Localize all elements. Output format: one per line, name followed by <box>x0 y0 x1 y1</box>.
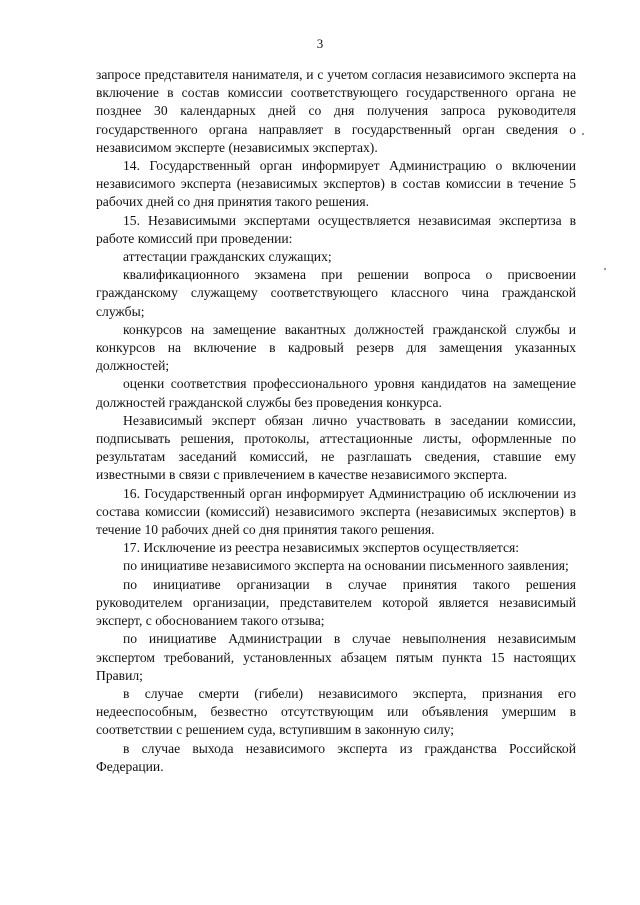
list-item-exam: квалификационного экзамена при решении вопроса о присвоении гражданскому служащему соответствующего классного чина гражданской службы; <box>96 267 576 319</box>
page-number: 3 <box>316 36 324 51</box>
paragraph-item-14: 14. Государственный орган информирует Администрацию о включении независимого эксперта (независимых экспертов) в состав комиссии в течение 5 рабочих дней со дня принятия такого решения. <box>96 158 576 210</box>
list-item-death: в случае смерти (гибели) независимого эксперта, признания его недееспособным, безвестно отсутствующим или объявления умершим в соответствии с решением суда, вступившим в законную силу; <box>96 685 576 738</box>
scan-speck <box>582 133 584 135</box>
document-body <box>96 66 576 776</box>
list-item-attestation: аттестации гражданских служащих; <box>123 249 332 265</box>
paragraph-item-17: 17. Исключение из реестра независимых экспертов осуществляется: <box>123 540 520 556</box>
paragraph-expert-duties: Независимый эксперт обязан лично участвовать в заседании комиссии, подписывать решения, протоколы, аттестационные листы, оформленные по результатам заседаний комиссий, не разглашать сведения, ставшие ему известными в связи с привлечением в качестве независимого эксперта. <box>96 412 576 483</box>
list-item-expert-initiative: по инициативе независимого эксперта на основании письменного заявления; <box>123 558 569 574</box>
scan-speck <box>604 268 606 270</box>
list-item-assessment: оценки соответствия профессионального уровня кандидатов на замещение должностей гражданской службы без проведения конкурса. <box>96 376 576 410</box>
list-item-citizenship: в случае выхода независимого эксперта из гражданства Российской Федерации. <box>96 740 576 774</box>
list-item-administration-initiative: по инициативе Администрации в случае невыполнения независимым экспертом требований, установленных абзацем пятым пункта 15 настоящих Правил; <box>96 631 576 683</box>
list-item-organization-initiative: по инициативе организации в случае принятия такого решения руководителем организации, представителем которой является независимый эксперт, с обоснованием такого отзыва; <box>96 576 576 629</box>
paragraph-item-15: 15. Независимыми экспертами осуществляется независимая экспертиза в работе комиссий при проведении: <box>96 212 576 246</box>
paragraph-continuation: запросе представителя нанимателя, и с учетом согласия независимого эксперта на включение в состав комиссии соответствующего государственного органа не позднее 30 календарных дней со дня получения запроса руководителя государственного органа направляет в государственный орган сведения о независимом эксперте (независимых экспертах). <box>96 67 576 155</box>
paragraph-item-16: 16. Государственный орган информирует Администрацию об исключении из состава комиссии (комиссий) независимого эксперта (независимых экспертов) в течение 10 рабочих дней со дня принятия такого решения. <box>96 485 576 538</box>
list-item-competitions: конкурсов на замещение вакантных должностей гражданской службы и конкурсов на включение в кадровый резерв для замещения указанных должностей; <box>96 321 576 374</box>
